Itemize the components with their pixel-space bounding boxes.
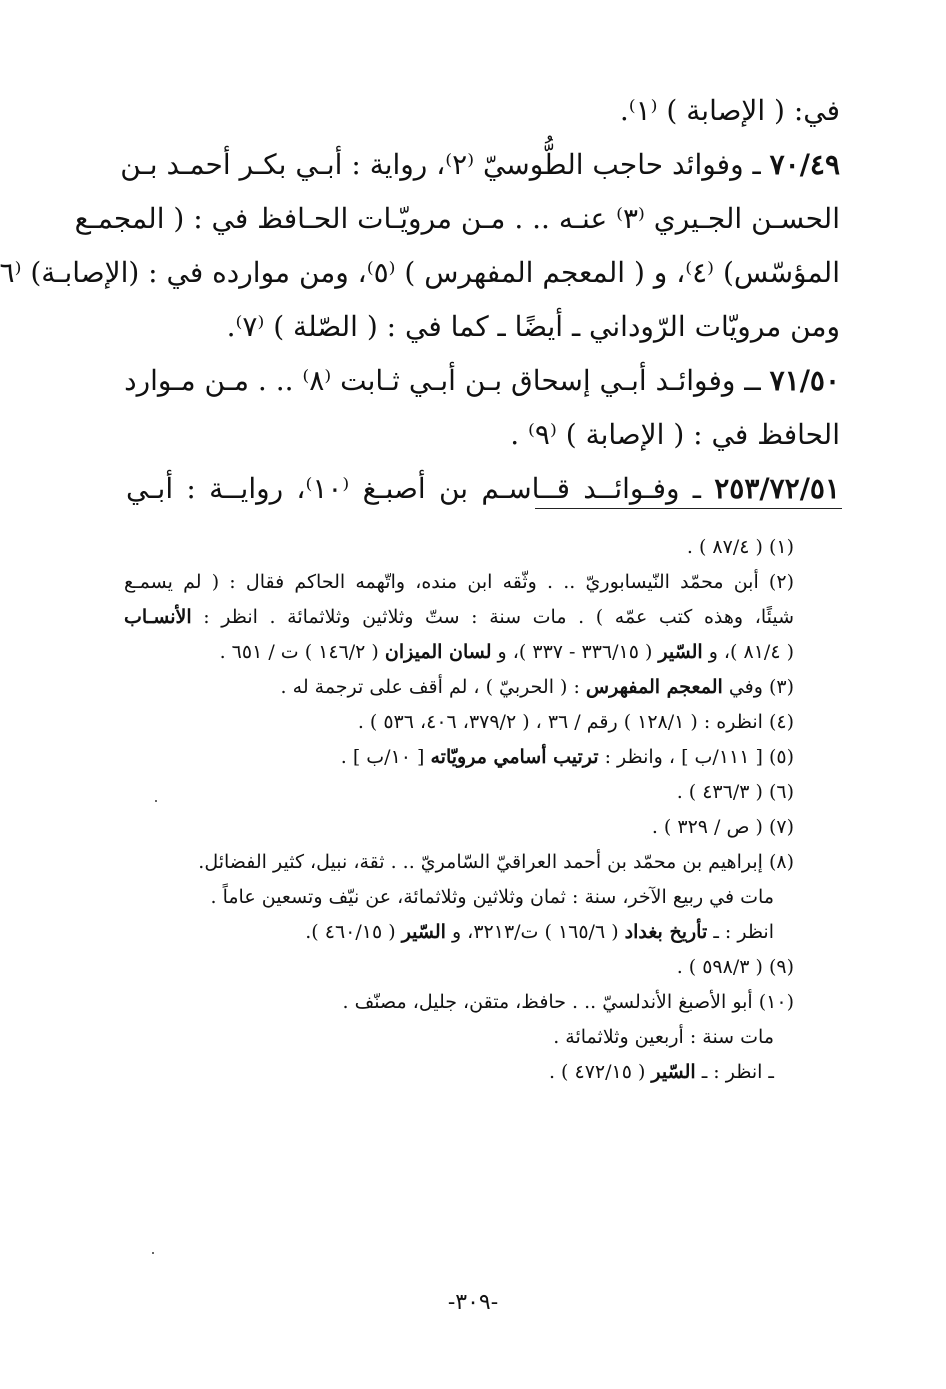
entry-number: ٧٠/٤٩ <box>769 148 840 181</box>
footnote-separator <box>535 508 842 509</box>
footnote-3 <box>124 670 794 705</box>
entry-text: ــ وفوائـد أبـي إسحاق بـن أبـي ثـابت ⁽٨⁾ .. . مـن مـوارد <box>124 364 761 397</box>
footnote-2-line-2 <box>124 600 794 635</box>
book-title: لسان الميزان <box>384 641 492 663</box>
footnote-text: ( ٤٦٠/١٥ ). <box>305 921 396 943</box>
footnotes <box>124 530 794 1090</box>
entry-number: ٢٥٣/٧٢/٥١ <box>714 472 840 505</box>
entry-text: ـ وفـوائــد قــاسـم بن أصبـغ ⁽١٠⁾، روايــة : أبـي <box>126 472 701 505</box>
footnote-text: ( ٨١/٤ )، و <box>708 641 794 663</box>
book-title: ترتيب أسامي مرويّاته <box>430 746 599 768</box>
footnote-text: ـ انظر : ـ <box>701 1061 774 1083</box>
book-title: المعجم المفهرس <box>585 676 723 698</box>
page-number: -٣٠٩- <box>447 1290 499 1315</box>
footnote-10-line-1: (١٠) أبو الأصبغ الأندلسيّ .. . حافظ، متقن، جليل، مصنّف . <box>342 991 794 1013</box>
footnote-text: شيئًا، وهذه كتب عمّه ) . مات سنة : ستّ وثلاثين وثلاثمائة . انظر : <box>203 606 795 628</box>
footnote-text: ( ١٦٥/٦ ) ت/٣٢١٣، و <box>451 921 619 943</box>
book-title: السّير <box>401 921 446 943</box>
text-line: في: ( الإصابة ) ⁽١⁾. <box>619 94 840 127</box>
footnote-1: (١) ( ٨٧/٤ ) . <box>686 536 794 558</box>
footnote-text: ( ١٤٦/٢ ) ت / ٦٥١ . <box>219 641 379 663</box>
footnote-text: : ( الحربيّ ) ، لم أقف على ترجمة له . <box>280 676 580 698</box>
main-text <box>0 84 840 516</box>
footnote-text: [ ١٠/ب ] . <box>340 746 425 768</box>
footnote-text: (٣) وفي <box>728 676 794 698</box>
book-title: تأريخ بغداد <box>624 921 708 943</box>
footnote-text: ( ٣٣٦/١٥ - ٣٣٧ )، و <box>497 641 653 663</box>
footnote-2-line-1: (٢) أبن محمّد النّيسابوريّ .. . وثّقه ابن منده، واتّهمه الحاكم فقال : ( لم يسمـع <box>124 571 794 593</box>
footnote-7: (٧) ( ص / ٣٢٩ ) . <box>651 816 794 838</box>
footnote-9: (٩) ( ٥٩٨/٣ ) . <box>676 956 794 978</box>
book-title: السّير <box>651 1061 696 1083</box>
footnote-text: (٥) [ ١١١/ب ] ، وانظر : <box>604 746 794 768</box>
footnote-4: (٤) انظره : ( ١٢٨/١ ) رقم / ٣٦ ، ( ٣٧٩/٢، ٤٠٦، ٥٣٦ ) . <box>357 711 794 733</box>
entry-70-line-4: ومن مرويّات الرّوداني ـ أيضًا ـ كما في : ( الصّلة ) ⁽٧⁾. <box>226 310 840 343</box>
entry-70-line-2: الحسـن الجـيري ⁽٣⁾ عنـه .. . مـن مرويّـات الحـافظ في : ( المجمـع <box>74 202 840 235</box>
footnote-5 <box>124 740 794 775</box>
book-title: السّير <box>658 641 703 663</box>
footnote-8-line-2: مات في ربيع الآخر، سنة : ثمان وثلاثين وثلاثمائة، عن نيّف وتسعين عاماً . <box>210 886 774 908</box>
entry-70-line-3: المؤسّس) ⁽٤⁾، و ( المعجم المفهرس ) ⁽٥⁾، ومن موارده في : (الإصابـة) ⁽٦ <box>0 256 840 289</box>
footnote-text: ( ٤٧٢/١٥ ) . <box>548 1061 646 1083</box>
entry-71-line-1 <box>126 354 840 408</box>
footnote-8-line-1: (٨) إبراهيم بن محمّد بن أحمد العراقيّ السّامريّ .. . ثقة، نبيل، كثير الفضائل. <box>198 851 794 873</box>
entry-number: ٧١/٥٠ <box>769 364 840 397</box>
book-title: الأنسـاب <box>124 606 192 628</box>
footnote-10-line-2: مات سنة : أربعين وثلاثمائة . <box>553 1026 774 1048</box>
scan-speck <box>152 1252 154 1254</box>
footnote-10-line-3 <box>124 1055 794 1090</box>
footnote-8-line-3 <box>124 915 794 950</box>
scan-speck <box>155 800 157 802</box>
footnote-2-line-3 <box>124 635 794 670</box>
footnote-6: (٦) ( ٤٣٦/٣ ) . <box>676 781 794 803</box>
entry-text: ـ وفوائد حاجب الطُّوسيّ ⁽٢⁾، رواية : أبـي بكـر أحمـد بـن <box>120 148 761 181</box>
entry-71-line-2: الحافظ في : ( الإصابة ) ⁽٩⁾ . <box>510 418 840 451</box>
entry-70-line-1 <box>120 138 840 192</box>
footnote-text: انظر : ـ <box>713 921 774 943</box>
